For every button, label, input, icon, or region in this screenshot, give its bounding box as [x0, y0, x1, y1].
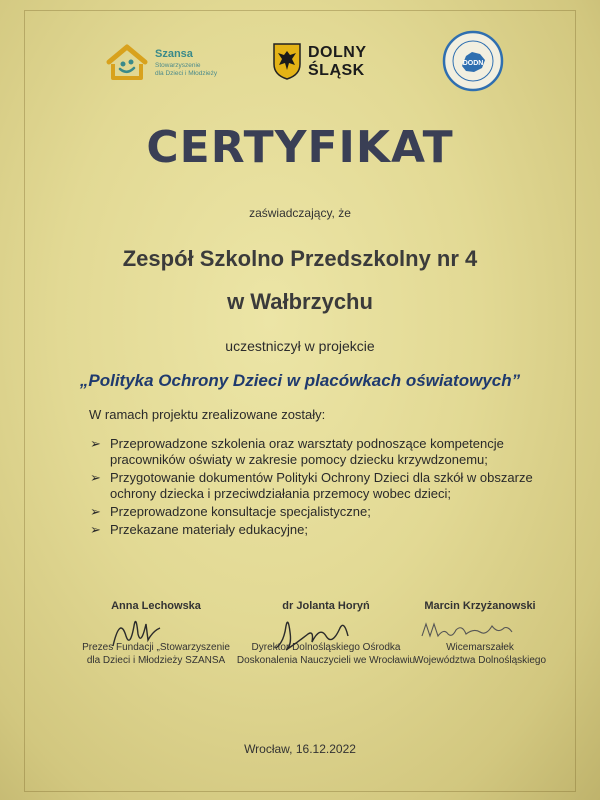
arrow-right-icon: ➢: [90, 504, 101, 519]
project-name: „Polityka Ochrony Dzieci w placówkach oświatowych”: [79, 371, 521, 390]
dodn-seal-icon: [442, 30, 504, 92]
szansa-subtitle: [155, 62, 235, 77]
participation-line: uczestniczył w projekcie: [225, 338, 375, 354]
list-item: [90, 470, 560, 502]
signatory-role-line2: Doskonalenia Nauczycieli we Wrocławiu: [236, 655, 416, 666]
signatory-role-line1: Wicemarszałek: [446, 642, 514, 653]
arrow-right-icon: ➢: [90, 522, 101, 537]
eagle-shield-icon: [272, 42, 302, 80]
list-item: [90, 504, 560, 520]
list-item-text: Przygotowanie dokumentów Polityki Ochrony Dzieci dla szkół w obszarze ochrony dziecka i przeciwdziałania przemocy wobec dzieci;: [110, 470, 533, 501]
activities-list: [90, 436, 560, 540]
signatory-role-line1: Prezes Fundacji „Stowarzyszenie: [82, 642, 230, 653]
dolny-slask-line2: ŚLĄSK: [308, 62, 365, 79]
activities-intro: W ramach projektu zrealizowane zostały:: [89, 407, 326, 422]
dodn-logo: [442, 30, 504, 92]
attests-line: zaświadczający, że: [249, 206, 351, 220]
szansa-logo: [105, 38, 235, 90]
signatory-name: dr Jolanta Horyń: [282, 600, 370, 612]
place-and-date: Wrocław, 16.12.2022: [244, 742, 356, 756]
dolny-slask-logo: [272, 42, 392, 86]
szansa-subtitle-1: Stowarzyszenie: [155, 62, 201, 69]
dodn-badge-text: DODN: [462, 60, 484, 67]
list-item: [90, 522, 560, 538]
signatory-role-line2: Województwa Dolnośląskiego: [413, 655, 547, 666]
signatory-name: Marcin Krzyżanowski: [424, 600, 536, 612]
arrow-right-icon: ➢: [90, 436, 101, 451]
list-item-text: Przekazane materiały edukacyjne;: [110, 522, 308, 537]
signatory-role-line1: Dyrektor Dolnośląskiego Ośrodka: [251, 642, 401, 653]
szansa-house-icon: [105, 42, 149, 82]
handwritten-signature-3: [418, 618, 518, 642]
list-item-text: Przeprowadzone szkolenia oraz warsztaty podnoszące kompetencje pracowników oświaty w zakresie pomocy dziecku krzywdzonemu;: [110, 436, 504, 467]
handwritten-signature-1: [108, 606, 168, 652]
recipient-name: Zespół Szkolno Przedszkolny nr 4: [122, 246, 478, 271]
szansa-name: Szansa: [155, 48, 193, 60]
list-item-text: Przeprowadzone konsultacje specjalistyczne;: [110, 504, 371, 519]
certificate-title: CERTYFIKAT: [146, 122, 454, 173]
handwritten-signature-2: [268, 612, 358, 656]
list-item: [90, 436, 560, 468]
szansa-subtitle-2: dla Dzieci i Młodzieży: [155, 69, 218, 77]
recipient-city: w Wałbrzychu: [227, 289, 373, 314]
signatory-name: Anna Lechowska: [111, 600, 201, 612]
dolny-slask-line1: DOLNY: [308, 44, 367, 61]
signatory-role-line2: dla Dzieci i Młodzieży SZANSA: [86, 655, 226, 666]
arrow-right-icon: ➢: [90, 470, 101, 485]
signatory-role: [390, 641, 570, 667]
